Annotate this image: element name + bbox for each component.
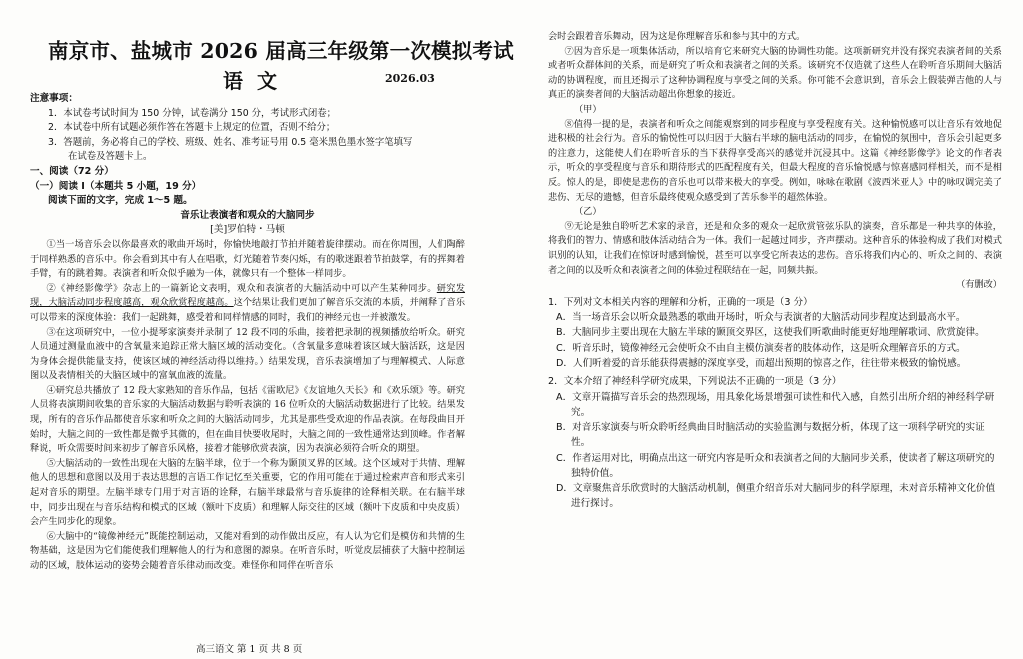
page-footer: 高三语文 第 1 页 共 8 页 [196, 644, 303, 655]
question-2-option-b: B．对音乐家演奏与听众聆听经典曲目时脑活动的实验监测与数据分析，体现了这一项科学研究的实证性。 [556, 422, 985, 449]
question-2-option-a: A．文章开篇描写音乐会的热烈现场，用具象化场景增强可读性和代入感，自然引出所介绍的神经科学研究。 [556, 391, 995, 418]
left-column [30, 92, 465, 574]
article-paragraph-8: ⑧值得一提的是，表演者和听众之间能观察到的同步程度与享受程度有关。这种愉悦感可以让音乐有效地促进积极的社会行为。音乐的愉悦性可以归因于大脑右半球的脑电活动的同步，在愉悦的氛围中，音乐会引起更多的注意力，这能使人们在聆听音乐的当下获得享受高兴的感觉并沉浸其中。这篇《神经影像学》论文的作者表示，听众的享受程度与音乐和期待形式的匹配程度有关，但最大程度的音乐愉悦感与惊喜感同样相关，而不是相反。惊人的是，即使是悲伤的音乐也可以带来极大的享受。例如，咏咏在歌剧《波西米亚人》中的咏叹调完美了悲伤、无尽的遗憾，但音乐最终使观众感受到了苦乐参半的超然体验。 [548, 118, 1002, 203]
marker-jia: （甲） [574, 103, 602, 115]
article-paragraph-6-continued: 会时会跟着音乐舞动，因为这是你理解音乐和参与其中的方式。 [548, 31, 806, 42]
watermark-overlay [833, 631, 1023, 659]
notice-item: 2．本试卷中所有试题必须作答在答题卡上规定的位置，否则不给分； [48, 122, 336, 134]
right-column [548, 30, 1002, 511]
paragraph-2-intro: ②《神经影像学》杂志上的一篇新论文表明，观众和表演者的大脑活动中可以产生某种同步。 [46, 282, 437, 294]
article-paragraph-2 [30, 282, 465, 326]
underlined-sentence: 研究发现，大脑活动同步程度越高，观众欣赏程度越高。 [30, 282, 466, 309]
section-part1: 一、阅读（72 分） [30, 165, 114, 177]
question-1-option-a: A．当一场音乐会以听众最熟悉的歌曲开场时，听众与表演者的大脑活动同步程度达到最高水平。 [556, 312, 966, 324]
paragraph-2-rest: 这个结果让我们更加了解音乐交流的本质，并阐释了音乐可以带来的深度体验：我们一起跳舞，感受着和同样情感的同时，我们的神经元也一并被激发。 [30, 297, 466, 323]
article-paragraph-4: ④研究总共播放了 12 段大家熟知的音乐作品，包括《雷欧尼》《友谊地久天长》和《欢乐颂》等。研究人员将表演期间收集的音乐家的大脑活动数据与聆听表演的 16 位听众的大脑活动数据进行了比较。结果发现，所有的音乐作品都使音乐家和听众之间的大脑活动同步，尤其是那些受欢迎的作品表演。在每段曲目开始时，大脑之间的一致性都是微乎其微的，但在曲目快要收尾时，大脑之间的一致性通常达到顶峰。作者解释说，听众需要时间来初步了解音乐风格，接着才能够欣赏表演，因为表演必须符合听众的期望。 [30, 384, 465, 455]
question-1-option-b: B．大脑同步主要出现在大脑左半球的颞顶交界区，这使我们听歌曲时能更好地理解歌词、欣赏旋律。 [556, 327, 985, 339]
article-paragraph-7: ⑦因为音乐是一项集体活动，所以培育它来研究大脑的协调性功能。这项新研究并没有探究表演者间的关系或者听众群体间的关系，而是研究了听众和表演者之间的关系。该研究不仅造就了这些人在聆听音乐期间大脑活动的协调程度，而且还揭示了这种协调程度与享受之间的关系。你可能不会意识到，音乐会上假装弹吉他的人与真正的演奏者间的大脑活动超出你想象的接近。 [548, 45, 1002, 101]
section-sub1: （一）阅读 I（本题共 5 小题，19 分） [30, 180, 202, 192]
article-paragraph-5: ⑤大脑活动的一致性出现在大脑的左脑半球，位于一个称为颞顶叉界的区域。这个区域对于共情、理解他人的思想和意图以及用于表达思想的言语工作记忆至关重要，它的作用可能在于通过检索声音和形式来引起对音乐的期望。左脑半球专门用于对言语的诠释，右脑半球最常与音乐旋律的诠释相关联。在右脑半球中，同步出现在与音乐结构和模式的区域（额叶下皮质）和理解人际交往的区域（额叶下皮质和中央皮质）会产生同步化的现象。 [30, 457, 465, 528]
article-paragraph-9: ⑨无论是独自聆听艺术家的录音，还是和众多的观众一起欣赏管弦乐队的演奏，音乐都是一种共享的体验，将我们的智力、情感和肢体活动结合为一体。我们一起越过同步，齐声摆动。这种音乐的体验构成了我们对模式识别的认知，让我们在惊讶时感到愉悦，甚至可以享受它所表达的悲伤。音乐将我们内心的、听众之间的、表演者之间的以及听众和表演者之间的体验过程联结在一起，同频共振。 [548, 220, 1002, 276]
article-paragraph-1: ①当一场音乐会以你最喜欢的歌曲开场时，你愉快地敲打节拍并随着旋律摆动。而在你周围，人们陶醉于同样熟悉的音乐中。你会看到其中有人在唱歌，灯光随着节奏闪烁，有的歌迷跟着节拍鼓掌，有的挥舞着手臂，有的跳着舞。表演者和听众似乎融为一体，就像只有一个整体一样同步。 [30, 238, 465, 280]
notice-item: 在试卷及答题卡上。 [68, 151, 153, 163]
question-2-option-c: C．作者运用对比，明确点出这一研究内容是听众和表演者之间的大脑同步关系，使读者了解这项研究的独特价值。 [556, 452, 995, 479]
section-instruction: 阅读下面的文字，完成 1～5 题。 [48, 195, 193, 207]
article-paragraph-6: ⑥大脑中的“镜像神经元”既能控制运动，又能对看到的动作做出反应，有人认为它们是模仿和共情的生物基础，这是因为它们能使我们理解他人的行为和意图的源泉。在听音乐时，听觉皮层捕获了大脑中控制运动的区域，肢体运动的姿势会随着音乐律动而改变。难怪你和同伴在听音乐 [30, 530, 465, 571]
exam-title: 南京市、盐城市 2026 届高三年级第一次模拟考试 [48, 39, 514, 63]
notice-item: 1．本试卷考试时间为 150 分钟，试卷满分 150 分，考试形式闭卷； [48, 107, 337, 119]
marker-yi: （乙） [574, 206, 602, 218]
notice-item: 3．答题前，务必将自己的学校、班级、姓名、准考证号用 0.5 毫米黑色墨水签字笔填写 [48, 136, 413, 148]
question-2-stem: 2．文本介绍了神经科学研究成果，下列说法不正确的一项是（3 分） [548, 376, 842, 388]
question-2-option-d: D．文章聚焦音乐欣赏时的大脑活动机制，侧重介绍音乐对大脑同步的科学原理，未对音乐精神文化价值进行探讨。 [556, 482, 996, 510]
article-title: 音乐让表演者和观众的大脑同步 [180, 209, 315, 221]
subject-title: 语文 [223, 69, 291, 93]
question-1-option-c: C．听音乐时，镜像神经元会使听众不由自主模仿演奏者的肢体动作，这是听众理解音乐的方式。 [556, 342, 966, 354]
article-author: [美]罗伯特・马顿 [210, 224, 285, 236]
question-1-option-d: D．人们听着爱的音乐能获得震撼的深度享受，而超出预期的惊喜之作，往往带来极致的愉悦感。 [556, 357, 967, 369]
notice-heading: 注意事项： [30, 93, 78, 104]
article-paragraph-3: ③在这项研究中，一位小提琴家演奏并录制了 12 段不同的乐曲，接着把录制的视频播放给听众。研究人员通过测量血液中的含氧量来追踪正常大脑区域的活动变化。（含氧量多意味着该区域大脑活跃，这是因为身体会提供能量支持，使该区域的神经活动得以维持。）结果发现，音乐表演增加了与理解模式、人际意图以及表情相关的大脑区域中的富氧血液的流量。 [30, 326, 465, 382]
deletion-note: （有删改） [956, 279, 1002, 291]
question-1-stem: 1．下列对文本相关内容的理解和分析，正确的一项是（3 分） [548, 296, 813, 308]
exam-date: 2026.03 [385, 72, 435, 85]
